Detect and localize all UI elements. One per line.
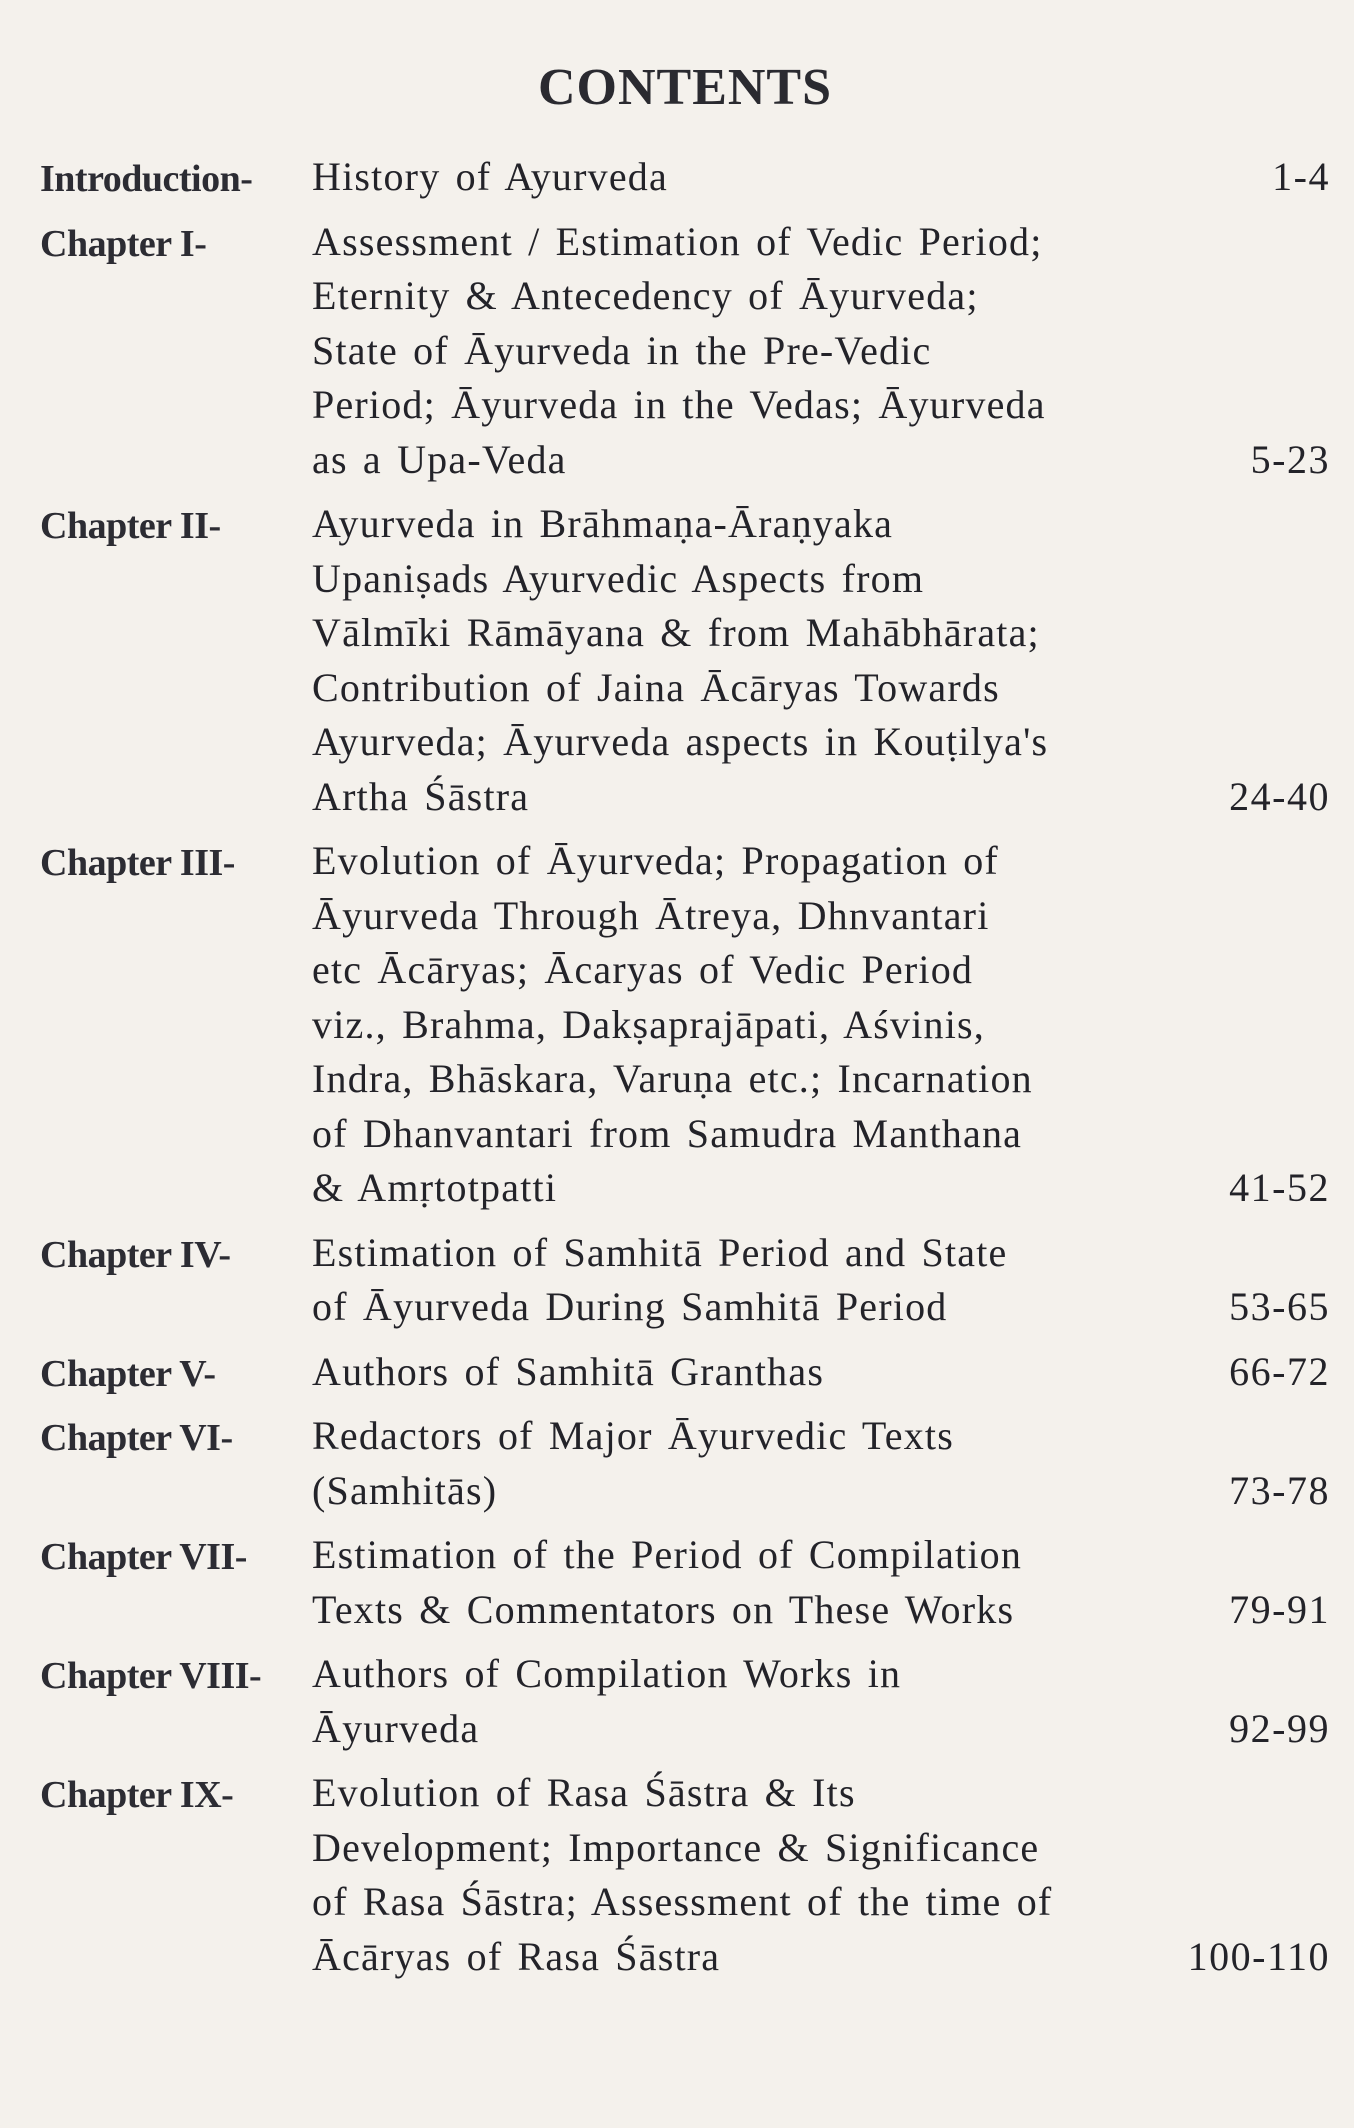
- chapter-title-line: Contribution of Jaina Ācāryas Towards: [312, 664, 1000, 710]
- chapter-title-line: (Samhitās): [312, 1467, 498, 1513]
- chapter-title-line: Indra, Bhāskara, Varuṇa etc.; Incarnation: [312, 1056, 1033, 1101]
- chapter-label: Chapter IX-: [40, 1774, 234, 1816]
- chapter-title-line: Authors of Compilation Works in: [312, 1651, 902, 1696]
- chapter-title-line: Period; Āyurveda in the Vedas; Āyurveda: [312, 382, 1046, 427]
- page-title: CONTENTS: [537, 59, 833, 116]
- chapter-title: [312, 1409, 1190, 1518]
- chapter-title-line: Artha Śāstra: [312, 773, 530, 819]
- chapter-title-line: Ācāryas of Rasa Śāstra: [312, 1933, 721, 1979]
- chapter-title: [312, 1345, 1190, 1400]
- chapter-title: [312, 1528, 1190, 1637]
- chapter-title-line: Ayurveda in Brāhmaṇa-Āraṇyaka: [312, 501, 894, 546]
- page-range: 41-52: [1229, 1165, 1330, 1210]
- chapter-title-line: Āyurveda Through Ātreya, Dhnvantari: [312, 892, 990, 938]
- chapter-label: Chapter VIII-: [40, 1655, 262, 1697]
- chapter-label: Chapter II-: [40, 505, 221, 547]
- chapter-title-line: Eternity & Antecedency of Āyurveda;: [312, 273, 979, 318]
- chapter-label: Chapter VII-: [40, 1536, 247, 1578]
- chapter-title-line: State of Āyurveda in the Pre-Vedic: [312, 327, 932, 373]
- chapter-title-line: Authors of Samhitā Granthas: [312, 1348, 825, 1394]
- toc-entry: [40, 215, 1330, 488]
- page-range: 66-72: [1229, 1348, 1330, 1394]
- chapter-title-line: Texts & Commentators on These Works: [312, 1586, 1015, 1632]
- chapter-title: [312, 1766, 1190, 1984]
- chapter-label: Chapter III-: [40, 842, 235, 884]
- chapter-title-line: Estimation of Samhitā Period and State: [312, 1229, 1008, 1275]
- toc-entry: [40, 150, 1330, 205]
- chapter-title-line: Redactors of Major Āyurvedic Texts: [312, 1413, 954, 1458]
- page-range: 53-65: [1229, 1284, 1330, 1329]
- chapter-title-line: of Dhanvantari from Samudra Manthana: [312, 1110, 1023, 1156]
- chapter-title: [312, 834, 1190, 1216]
- chapter-title-line: History of Ayurveda: [312, 154, 668, 199]
- chapter-title-line: Evolution of Āyurveda; Propagation of: [312, 838, 999, 883]
- table-of-contents: [40, 150, 1330, 1994]
- toc-entry: [40, 1409, 1330, 1518]
- chapter-title: [312, 497, 1190, 824]
- chapter-label: Introduction-: [40, 158, 253, 200]
- page-range: 92-99: [1229, 1705, 1330, 1751]
- toc-entry: [40, 1528, 1330, 1637]
- toc-entry: [40, 1226, 1330, 1335]
- chapter-title: [312, 215, 1190, 488]
- toc-entry: [40, 834, 1330, 1216]
- chapter-label: Chapter VI-: [40, 1417, 233, 1459]
- page-range: 24-40: [1229, 773, 1330, 819]
- chapter-title-line: viz., Brahma, Dakṣaprajāpati, Aśvinis,: [312, 1001, 986, 1047]
- chapter-title-line: Evolution of Rasa Śāstra & Its: [312, 1770, 856, 1815]
- chapter-title-line: of Āyurveda During Samhitā Period: [312, 1284, 948, 1329]
- chapter-title-line: as a Upa-Veda: [312, 436, 567, 482]
- chapter-label: Chapter V-: [40, 1352, 216, 1395]
- toc-entry: [40, 1647, 1330, 1756]
- page-range: 1-4: [1272, 154, 1330, 199]
- chapter-title-line: Assessment / Estimation of Vedic Period;: [312, 218, 1043, 264]
- toc-entry: [40, 1345, 1330, 1400]
- chapter-title-line: & Amṛtotpatti: [312, 1165, 558, 1210]
- page-range: 73-78: [1229, 1467, 1330, 1513]
- page-range: 100-110: [1187, 1933, 1330, 1979]
- chapter-title-line: Vālmīki Rāmāyana & from Mahābhārata;: [312, 610, 1040, 655]
- chapter-title-line: Āyurveda: [312, 1705, 480, 1751]
- toc-entry: [40, 497, 1330, 824]
- page-range: 79-91: [1229, 1586, 1330, 1632]
- chapter-title-line: of Rasa Śāstra; Assessment of the time of: [312, 1879, 1053, 1924]
- chapter-title-line: Ayurveda; Āyurveda aspects in Kouṭilya's: [312, 719, 1049, 764]
- chapter-label: Chapter IV-: [40, 1233, 231, 1276]
- page-range: 5-23: [1250, 436, 1330, 482]
- chapter-title: [312, 1226, 1190, 1335]
- chapter-title-line: etc Ācāryas; Ācaryas of Vedic Period: [312, 947, 974, 992]
- chapter-title: [312, 1647, 1190, 1756]
- chapter-title-line: Upaniṣads Ayurvedic Aspects from: [312, 555, 925, 601]
- chapter-label: Chapter I-: [40, 222, 207, 265]
- chapter-title-line: Estimation of the Period of Compilation: [312, 1532, 1023, 1577]
- chapter-title-line: Development; Importance & Significance: [312, 1824, 1040, 1870]
- toc-entry: [40, 1766, 1330, 1984]
- chapter-title: [312, 150, 1190, 205]
